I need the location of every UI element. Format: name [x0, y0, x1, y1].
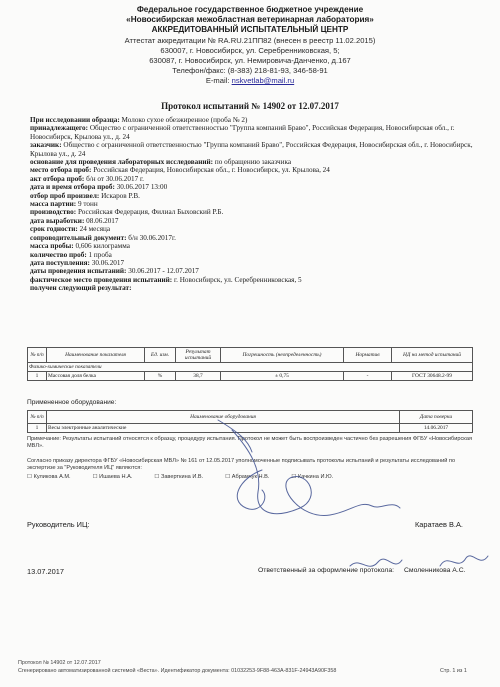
info-key: дата поступления:: [30, 258, 90, 267]
info-row: [30, 124, 475, 141]
header-phone: Телефон/факс: (8-383) 218-81-93, 346-58-91: [172, 66, 328, 75]
info-row: [30, 234, 475, 242]
info-value: Общество с ограниченной ответственностью "Группа компаний Браво", Российская Федерация, Новосибирская обл., г. Новосибирск, Крылова ул., д. 24: [30, 141, 473, 158]
equipment-col-name: Наименование оборудования: [47, 411, 400, 424]
cell: Массовая доля белка: [47, 372, 145, 381]
info-key: получен следующий результат:: [30, 284, 132, 293]
results-group-label: Физико-химические показатели: [28, 363, 473, 372]
info-row: [30, 267, 475, 275]
info-row: [30, 208, 475, 216]
results-group-row: [28, 363, 473, 372]
info-row: [30, 276, 475, 284]
authorized-person: [27, 474, 71, 480]
info-value: 30.06.2017 13:00: [116, 183, 168, 192]
info-row: [30, 225, 475, 233]
results-col-unit: Ед. изм.: [145, 348, 176, 363]
info-key: принадлежащего:: [30, 124, 89, 133]
authorized-person: [93, 474, 133, 480]
info-key: место отбора проб:: [30, 166, 92, 175]
checkbox-icon: ☐: [154, 474, 161, 480]
info-value: Российская Федерация, Филиал Быховский Р.Б.: [77, 208, 224, 217]
info-value: 0,606 килограмма: [75, 242, 130, 251]
info-key: основание для проведения лабораторных исследований:: [30, 158, 214, 167]
info-key: масса партии:: [30, 200, 77, 209]
info-row: [30, 166, 475, 174]
head-label: Руководитель ИЦ:: [27, 520, 90, 529]
responsible-name: Смоленникова А.С.: [404, 567, 466, 574]
note-authorized: Согласно приказу директора ФГБУ «Новосибирская МВЛ» № 161 от 12.05.2017 уполномоченные подписывать протоколы испытаний и результаты исследований по экспертизе за "Руководителя ИЦ" являются:: [27, 458, 456, 471]
cell: -: [344, 372, 392, 381]
footer-page-number: Стр. 1 из 1: [440, 668, 467, 674]
info-row: [30, 259, 475, 267]
table-row: [28, 372, 473, 381]
info-key: фактическое место проведения испытаний:: [30, 275, 173, 284]
signature-responsible: [350, 559, 402, 566]
email-link[interactable]: nskvetlab@mail.ru: [231, 76, 295, 85]
info-value: 30.06.2017: [91, 258, 125, 267]
person-name: Заверткина И.В.: [160, 474, 204, 480]
info-value: Общество с ограниченной ответственностью "Группа компаний Браво", Российская Федерация, Новосибирская обл., г. Новосибирск, Крылова ул., д. 24: [30, 124, 455, 141]
person-name: Куликова А.М.: [33, 474, 71, 480]
equipment-label: Примененное оборудование:: [27, 399, 117, 406]
info-value: 9 тонн: [77, 200, 98, 209]
info-key: сопроводительный документ:: [30, 233, 127, 242]
results-col-num: № п/п: [28, 348, 47, 363]
info-key: срок годности:: [30, 225, 78, 234]
info-key: масса пробы:: [30, 242, 74, 251]
cell: Весы электронные аналитические: [47, 424, 400, 433]
cell: 14.06.2017: [400, 424, 473, 433]
info-row: [30, 141, 475, 158]
info-row: [30, 200, 475, 208]
equipment-col-date: Дата поверки: [400, 411, 473, 424]
checkbox-icon: ☐: [225, 474, 232, 480]
header-accreditation: Аттестат аккредитации № RA.RU.21ПП82 (внесен в реестр 11.02.2015): [124, 36, 376, 45]
info-value: по обращению заказчика: [214, 158, 292, 167]
info-row: [30, 116, 475, 124]
header-org-name: «Новосибирская межобластная ветеринарная лаборатория»: [126, 15, 374, 24]
info-value: б/н от 30.06.2017 г.: [86, 174, 144, 183]
header-address-2: 630087, г. Новосибирск, ул. Немировича-Данченко, д.167: [149, 56, 351, 65]
footer-doc-id: Сгенерировано автоматизированной системой «Веста». Идентификатор документа: 01032253-9F88-463A-831F-24943A90F358: [18, 668, 337, 674]
checkbox-icon: ☐: [92, 474, 100, 480]
header-address-1: 630007, г. Новосибирск, ул. Серебренниковская, 5;: [160, 46, 340, 55]
info-key: заказчик:: [30, 141, 62, 150]
info-row: [30, 158, 475, 166]
authorized-person: [291, 474, 333, 480]
head-name: Каратаев В.А.: [415, 520, 463, 529]
sample-info: [30, 116, 475, 293]
footer-protocol-ref: Протокол № 14902 от 12.07.2017: [18, 660, 101, 666]
info-row: [30, 251, 475, 259]
info-row: [30, 192, 475, 200]
protocol-date: 13.07.2017: [27, 567, 64, 576]
email-label: E-mail:: [205, 76, 230, 85]
info-row: [30, 242, 475, 250]
info-value: г. Новосибирск, ул. Серебренниковская, 5: [173, 275, 302, 284]
info-value: 30.06.2017 - 12.07.2017: [128, 267, 199, 276]
cell: ± 0,75: [221, 372, 344, 381]
signature-right: [440, 556, 488, 566]
info-key: дата выработки:: [30, 216, 85, 225]
protocol-title: Протокол испытаний № 14902 от 12.07.2017: [161, 101, 339, 111]
checkbox-icon: ☐: [27, 474, 34, 480]
info-value: Искаров Р.В.: [101, 191, 140, 200]
info-key: акт отбора проб:: [30, 174, 85, 183]
info-key: даты проведения испытаний:: [30, 267, 127, 276]
responsible-label: Ответственный за оформление протокола:: [258, 567, 395, 574]
cell: ГОСТ 30648.2-99: [392, 372, 473, 381]
cell: 38,7: [176, 372, 221, 381]
info-key: количество проб:: [30, 250, 87, 259]
equipment-col-num: № п/п: [28, 411, 47, 424]
cell: 1: [28, 424, 47, 433]
info-value: Российская Федерация, Новосибирская обл., г. Новосибирск, ул. Крылова, 24: [93, 166, 330, 175]
header-org-type: Федеральное государственное бюджетное учреждение: [136, 5, 364, 14]
info-value: б/н 30.06.2017г.: [128, 233, 176, 242]
authorized-person: [225, 474, 269, 480]
info-value: Молоко сухое обезжиренное (проба № 2): [121, 116, 248, 124]
info-key: отбор проб произвел:: [30, 191, 100, 200]
info-value: 08.06.2017: [86, 216, 119, 225]
authorized-persons: [27, 474, 477, 481]
note-results: Примечание: Результаты испытаний относятся к образцу, процедуру испытания. Протокол не может быть воспроизведен частично без разрешения ФГБУ «Новосибирская МВЛ».: [27, 436, 472, 449]
header-center-name: АККРЕДИТОВАННЫЙ ИСПЫТАТЕЛЬНЫЙ ЦЕНТР: [151, 25, 349, 34]
checkbox-icon: ☐: [291, 474, 298, 480]
authorized-person: [154, 474, 203, 480]
results-header-row: [28, 348, 473, 363]
results-table: [27, 347, 473, 381]
results-col-method: НД на метод испытаний: [392, 348, 473, 363]
info-row: [30, 284, 475, 292]
results-col-norm: Норматив: [344, 348, 392, 363]
info-row: [30, 175, 475, 183]
person-name: Абрамчук Н.В.: [231, 474, 270, 480]
info-key: дата и время отбора проб:: [30, 183, 115, 192]
results-col-error: Погрешность (неопределенность): [221, 348, 344, 363]
equipment-table: [27, 410, 473, 433]
info-key: При исследовании образца:: [30, 116, 120, 124]
table-row: [28, 424, 473, 433]
info-row: [30, 217, 475, 225]
cell: %: [145, 372, 176, 381]
info-value: 1 проба: [88, 250, 112, 259]
header-email-line: [0, 76, 500, 86]
equipment-header-row: [28, 411, 473, 424]
info-row: [30, 183, 475, 191]
cell: 1: [28, 372, 47, 381]
results-col-name: Наименование показателя: [47, 348, 145, 363]
person-name: Ишаева Н.А.: [99, 474, 133, 480]
results-col-result: Результат испытаний: [176, 348, 221, 363]
info-key: производство:: [30, 208, 77, 217]
info-value: 24 месяца: [79, 225, 111, 234]
person-name: Качкина И.Ю.: [297, 474, 334, 480]
